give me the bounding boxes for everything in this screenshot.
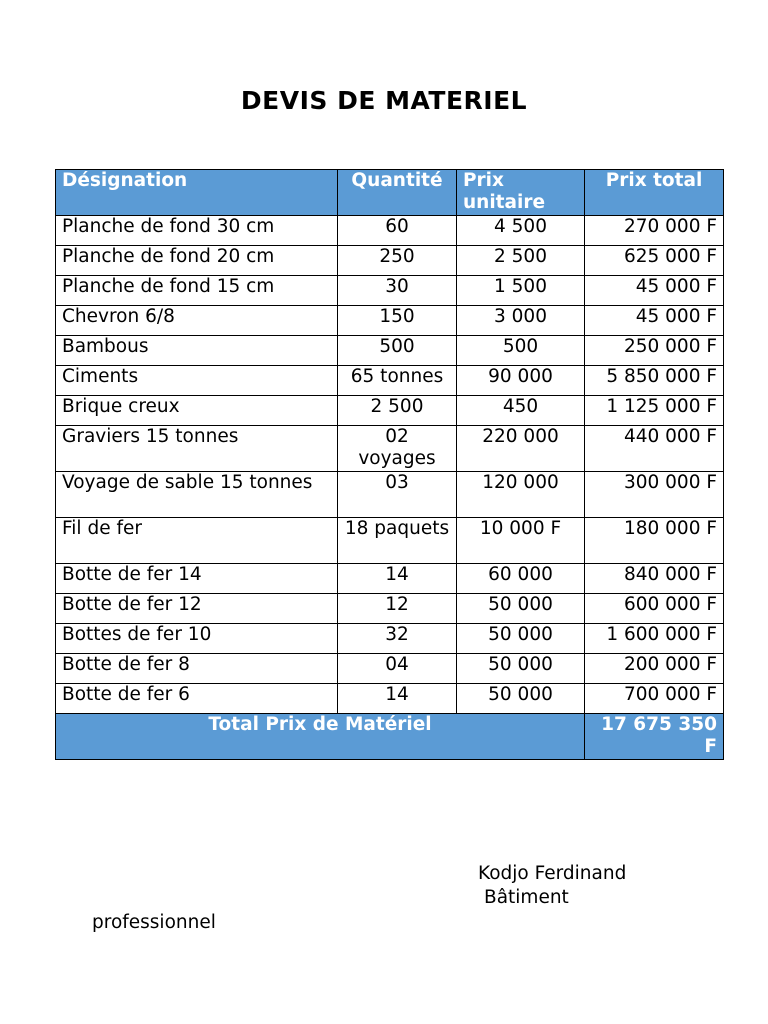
table-row [56,564,724,594]
cell-quantite: 150 [338,306,457,336]
cell-quantite: 04 [338,654,457,684]
header-prix-total: Prix total [585,170,724,216]
header-prix-unitaire: Prix unitaire [457,170,585,216]
cell-prix-unitaire: 90 000 [457,366,585,396]
cell-quantite: 12 [338,594,457,624]
table-row [56,594,724,624]
table-row [56,366,724,396]
cell-quantite: 2 500 [338,396,457,426]
cell-prix-total: 5 850 000 F [585,366,724,396]
signature-role-line2: professionnel [92,912,216,933]
cell-prix-total: 1 600 000 F [585,624,724,654]
cell-designation: Graviers 15 tonnes [56,426,338,472]
cell-designation: Brique creux [56,396,338,426]
cell-quantite: 14 [338,564,457,594]
cell-designation: Planche de fond 15 cm [56,276,338,306]
cell-prix-unitaire: 60 000 [457,564,585,594]
table-total-row [56,714,724,760]
signature-name: Kodjo Ferdinand [478,863,627,884]
cell-quantite: 14 [338,684,457,714]
cell-designation: Ciments [56,366,338,396]
cell-prix-total: 600 000 F [585,594,724,624]
cell-prix-total: 45 000 F [585,276,724,306]
cell-quantite: 500 [338,336,457,366]
cell-prix-unitaire: 50 000 [457,654,585,684]
cell-prix-total: 1 125 000 F [585,396,724,426]
cell-quantite: 250 [338,246,457,276]
table-row [56,518,724,564]
cell-designation: Fil de fer [56,518,338,564]
cell-prix-total: 300 000 F [585,472,724,518]
table-row [56,336,724,366]
cell-prix-total: 200 000 F [585,654,724,684]
cell-prix-unitaire: 50 000 [457,594,585,624]
header-designation: Désignation [56,170,338,216]
table-row [56,246,724,276]
cell-quantite: 03 [338,472,457,518]
cell-prix-total: 840 000 F [585,564,724,594]
table-row [56,276,724,306]
cell-prix-unitaire: 1 500 [457,276,585,306]
cell-prix-unitaire: 50 000 [457,624,585,654]
cell-prix-unitaire: 220 000 [457,426,585,472]
cell-prix-total: 45 000 F [585,306,724,336]
cell-designation: Botte de fer 6 [56,684,338,714]
cell-quantite: 30 [338,276,457,306]
cell-designation: Planche de fond 20 cm [56,246,338,276]
material-quote-table [55,169,724,760]
cell-prix-unitaire: 120 000 [457,472,585,518]
cell-prix-unitaire: 10 000 F [457,518,585,564]
cell-prix-total: 180 000 F [585,518,724,564]
total-value: 17 675 350 F [585,714,724,760]
cell-prix-total: 625 000 F [585,246,724,276]
cell-designation: Botte de fer 12 [56,594,338,624]
cell-designation: Chevron 6/8 [56,306,338,336]
cell-prix-total: 440 000 F [585,426,724,472]
cell-prix-unitaire: 2 500 [457,246,585,276]
cell-quantite: 02 voyages [338,426,457,472]
cell-quantite: 60 [338,216,457,246]
cell-prix-unitaire: 4 500 [457,216,585,246]
total-label: Total Prix de Matériel [56,714,585,760]
cell-prix-total: 700 000 F [585,684,724,714]
table-row [56,624,724,654]
cell-prix-total: 270 000 F [585,216,724,246]
table-row [56,684,724,714]
cell-designation: Bambous [56,336,338,366]
table-row [56,654,724,684]
cell-prix-total: 250 000 F [585,336,724,366]
cell-designation: Botte de fer 8 [56,654,338,684]
table-row [56,396,724,426]
table-row [56,306,724,336]
cell-quantite: 18 paquets [338,518,457,564]
cell-prix-unitaire: 450 [457,396,585,426]
cell-quantite: 65 tonnes [338,366,457,396]
signature-role-line1: Bâtiment [484,887,569,908]
document-title: DEVIS DE MATERIEL [240,86,528,115]
cell-designation: Planche de fond 30 cm [56,216,338,246]
cell-designation: Botte de fer 14 [56,564,338,594]
cell-designation: Voyage de sable 15 tonnes [56,472,338,518]
table-header-row [56,170,724,216]
cell-quantite: 32 [338,624,457,654]
table-row [56,216,724,246]
cell-prix-unitaire: 3 000 [457,306,585,336]
table-row [56,472,724,518]
cell-designation: Bottes de fer 10 [56,624,338,654]
cell-prix-unitaire: 50 000 [457,684,585,714]
table-row [56,426,724,472]
cell-prix-unitaire: 500 [457,336,585,366]
header-quantite: Quantité [338,170,457,216]
